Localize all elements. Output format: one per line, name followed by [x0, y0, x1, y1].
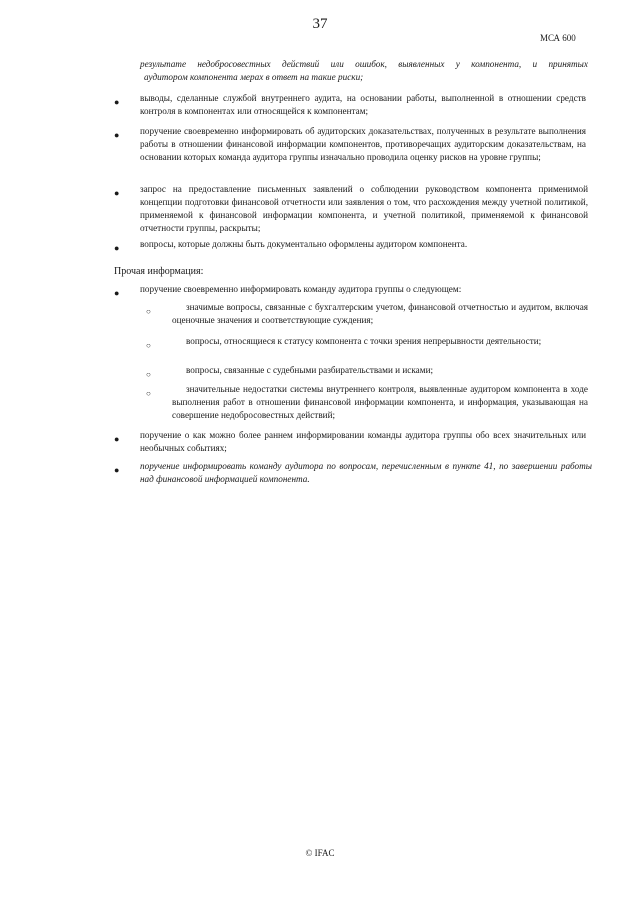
circle-marker: ○	[146, 341, 151, 350]
subitem-control-deficiencies: значительные недостатки системы внутреннего контроля, выявленные аудитором компонента в ходе выполнения работ в отношении финансовой информации компонента, и информация, указывающая на совершение недобросовестных действий;	[172, 384, 588, 420]
bullet-marker: ●	[114, 97, 120, 107]
bullet-item-inform-intro: поручение своевременно информировать команду аудитора группы о следующем:	[140, 284, 462, 294]
bullet-marker: ●	[114, 288, 120, 298]
bullet-item-paragraph-41: поручение информировать команду аудитора по вопросам, перечисленным в пункте 41, по завершении работы над финансовой информацией компонента.	[140, 461, 592, 484]
bullet-item-written-representations: запрос на предоставление письменных заявлений о соблюдении руководством компонента применимой концепции подготовки финансовой отчетности или заявления о том, что расхождения между учетной политикой, применяемой к финансовой информации компонента, и учетной политикой, применяемой к финансовой отчетности группы, раскрыты;	[140, 184, 588, 233]
footer-copyright: © IFAC	[305, 848, 335, 858]
page-number: 37	[312, 16, 328, 32]
section-heading-other-info: Прочая информация:	[114, 266, 204, 277]
bullet-marker: ●	[114, 434, 120, 444]
continuation-line-2: аудитором компонента мерах в ответ на такие риски;	[144, 72, 364, 82]
subitem-significant-matters: значимые вопросы, связанные с бухгалтерским учетом, финансовой отчетностью и аудитом, включая оценочные значения и соответствующие суждения;	[172, 302, 588, 325]
bullet-item-documentation: вопросы, которые должны быть документально оформлены аудитором компонента.	[140, 239, 468, 249]
subitem-litigation: вопросы, связанные с судебными разбирательствами и исками;	[186, 365, 434, 375]
circle-marker: ○	[146, 370, 151, 379]
continuation-line-1: результате недобросовестных действий или ошибок, выявленных у компонента, и принятых	[140, 59, 588, 69]
bullet-marker: ●	[114, 465, 120, 475]
bullet-item-audit-evidence: поручение своевременно информировать об аудиторских доказательствах, полученных в результате выполнения работы в отношении финансовой информации компонентов, противоречащих аудиторским доказательствам, на основании которых команда аудитора группы изначально проводила оценку рисков на уровне группы;	[140, 126, 586, 162]
circle-marker: ○	[146, 307, 151, 316]
bullet-item-early-notice: поручение о как можно более раннем информировании команды аудитора группы обо всех значительных или необычных событиях;	[140, 430, 586, 453]
standard-code: МСА 600	[540, 33, 576, 43]
subitem-going-concern: вопросы, относящиеся к статусу компонента с точки зрения непрерывности деятельности;	[186, 336, 542, 346]
bullet-item-internal-audit: выводы, сделанные службой внутреннего аудита, на основании работы, выполненной в отношении средств контроля в компонентах или относящейся к компонентам;	[140, 93, 586, 116]
continuation-text	[140, 58, 588, 84]
bullet-marker: ●	[114, 243, 120, 253]
bullet-marker: ●	[114, 130, 120, 140]
circle-marker: ○	[146, 389, 151, 398]
bullet-marker: ●	[114, 188, 120, 198]
